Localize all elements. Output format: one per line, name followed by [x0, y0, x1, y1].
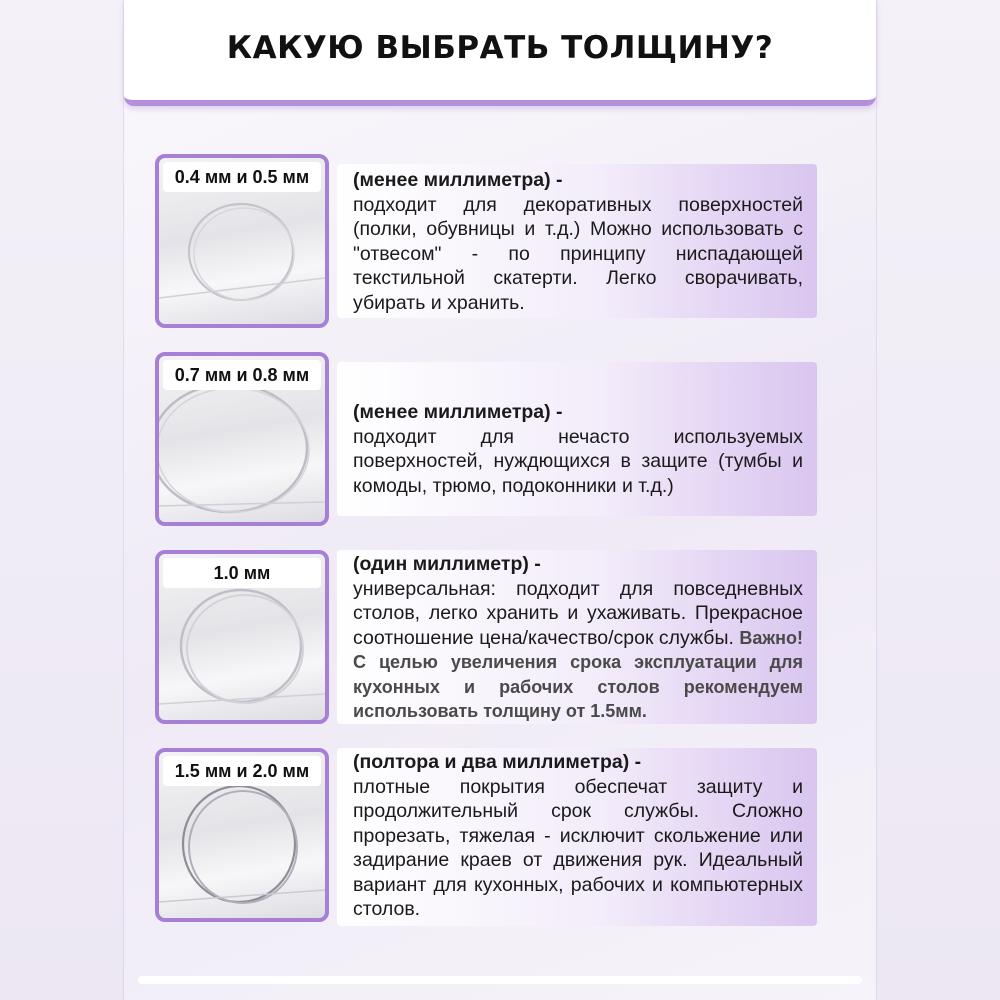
thickness-label: 1.0 мм	[163, 558, 321, 588]
description-text: подходит для нечасто используемых поверхностей, нуждющихся в защите (тумбы и комоды, трюмо, подоконники и т.д.)	[353, 425, 803, 497]
description-heading: (один миллиметр) -	[353, 553, 541, 575]
thickness-description	[337, 362, 817, 516]
film-roll-image	[155, 352, 329, 526]
page-bottom-edge	[138, 976, 862, 984]
thickness-label: 0.4 мм и 0.5 мм	[163, 162, 321, 192]
important-note: Важно! С целью увеличения срока эксплуатации для кухонных и рабочих столов рекомендуем использовать толщину от 1.5мм.	[353, 627, 803, 721]
thickness-description	[337, 164, 817, 318]
thickness-description	[337, 748, 817, 926]
film-roll-image	[155, 154, 329, 328]
film-roll-image	[155, 748, 329, 922]
thickness-description	[337, 550, 817, 724]
description-text: универсальная: подходит для повседневных столов, легко хранить и ухаживать. Прекрасное соотношение цена/качество/срок службы.	[353, 577, 803, 649]
description-heading: (полтора и два миллиметра) -	[353, 751, 642, 773]
description-text: подходит для декоративных поверхностей (полки, обувницы и т.д.) Можно использовать с "отвесом" - по принципу ниспадающей текстильной скатерти. Легко сворачивать, убирать и хранить.	[353, 193, 803, 314]
description-heading: (менее миллиметра) -	[353, 169, 563, 191]
description-heading: (менее миллиметра) -	[353, 401, 563, 423]
film-roll-image	[155, 550, 329, 724]
thickness-label: 0.7 мм и 0.8 мм	[163, 360, 321, 390]
thickness-label: 1.5 мм и 2.0 мм	[163, 756, 321, 786]
page-title: КАКУЮ ВЫБРАТЬ ТОЛЩИНУ?	[226, 30, 774, 66]
header-banner	[124, 0, 876, 106]
description-text: плотные покрытия обеспечат защиту и продолжительный срок службы. Сложно прорезать, тяжелая - исключит скольжение или задирание краев от движения рук. Идеальный вариант для кухонных, рабочих и компьютерных столов.	[353, 775, 803, 920]
